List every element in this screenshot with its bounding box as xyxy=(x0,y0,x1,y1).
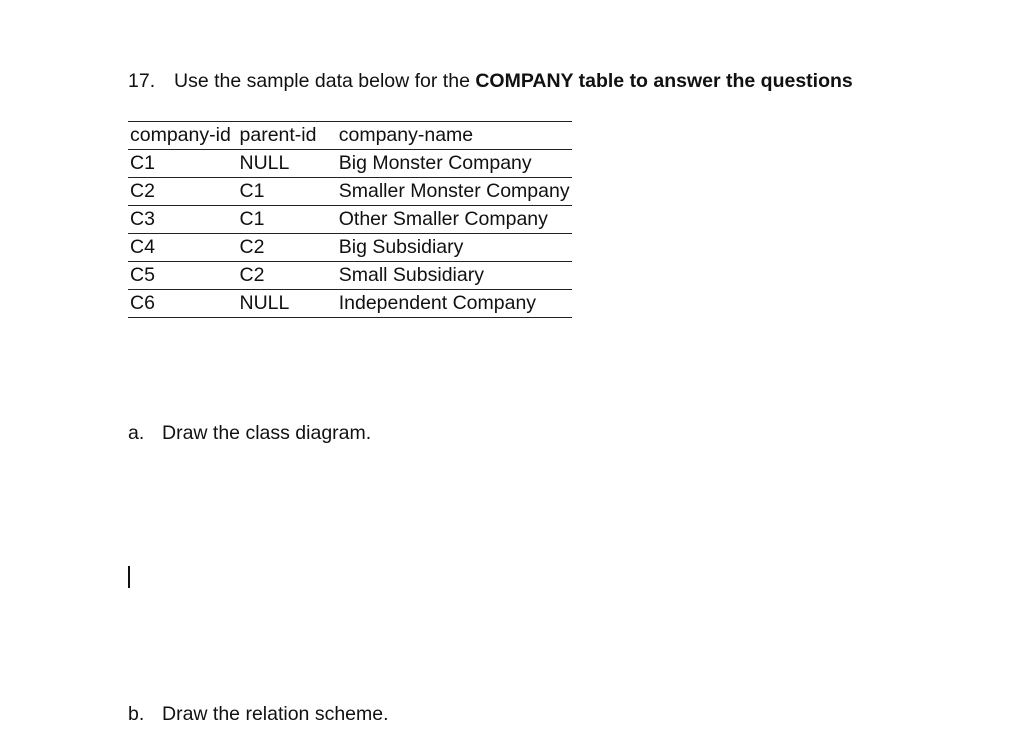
cell-company-id: C6 xyxy=(130,292,155,314)
cell-parent-id: C1 xyxy=(239,180,265,202)
part-b-text: Draw the relation scheme. xyxy=(162,703,389,725)
question-text: Use the sample data below for the xyxy=(174,70,476,92)
part-a xyxy=(128,422,371,445)
question-number: 17. xyxy=(128,70,156,92)
cell-company-id: C1 xyxy=(130,152,155,174)
header-company-id: company-id xyxy=(130,124,231,146)
cell-company-name: Big Monster Company xyxy=(338,152,532,174)
header-parent-id: parent-id xyxy=(239,124,317,146)
text-cursor xyxy=(128,566,130,588)
cell-parent-id: NULL xyxy=(239,292,290,314)
part-a-letter: a. xyxy=(128,422,145,444)
table-row xyxy=(128,178,572,206)
cell-company-id: C5 xyxy=(130,264,155,286)
table-row xyxy=(128,262,572,290)
cell-company-id: C3 xyxy=(130,208,155,230)
cell-parent-id: C1 xyxy=(239,208,265,230)
header-company-name: company-name xyxy=(338,124,474,146)
cell-company-id: C2 xyxy=(130,180,155,202)
table-row xyxy=(128,206,572,234)
cell-company-name: Smaller Monster Company xyxy=(338,180,570,202)
part-a-text: Draw the class diagram. xyxy=(162,422,372,444)
cell-parent-id: C2 xyxy=(239,236,265,258)
table-row xyxy=(128,290,572,318)
table-row xyxy=(128,234,572,262)
part-b xyxy=(128,703,389,726)
cell-parent-id: C2 xyxy=(239,264,265,286)
cell-parent-id: NULL xyxy=(239,152,290,174)
cell-company-name: Other Smaller Company xyxy=(338,208,548,230)
part-b-letter: b. xyxy=(128,703,145,725)
cell-company-name: Big Subsidiary xyxy=(338,236,464,258)
question-text-bold: COMPANY table to answer the questions xyxy=(475,70,853,92)
company-table xyxy=(128,121,572,318)
cell-company-id: C4 xyxy=(130,236,155,258)
table-row xyxy=(128,150,572,178)
question-heading xyxy=(128,70,853,93)
cell-company-name: Independent Company xyxy=(338,292,537,314)
cell-company-name: Small Subsidiary xyxy=(338,264,484,286)
table-header-row xyxy=(128,122,572,150)
